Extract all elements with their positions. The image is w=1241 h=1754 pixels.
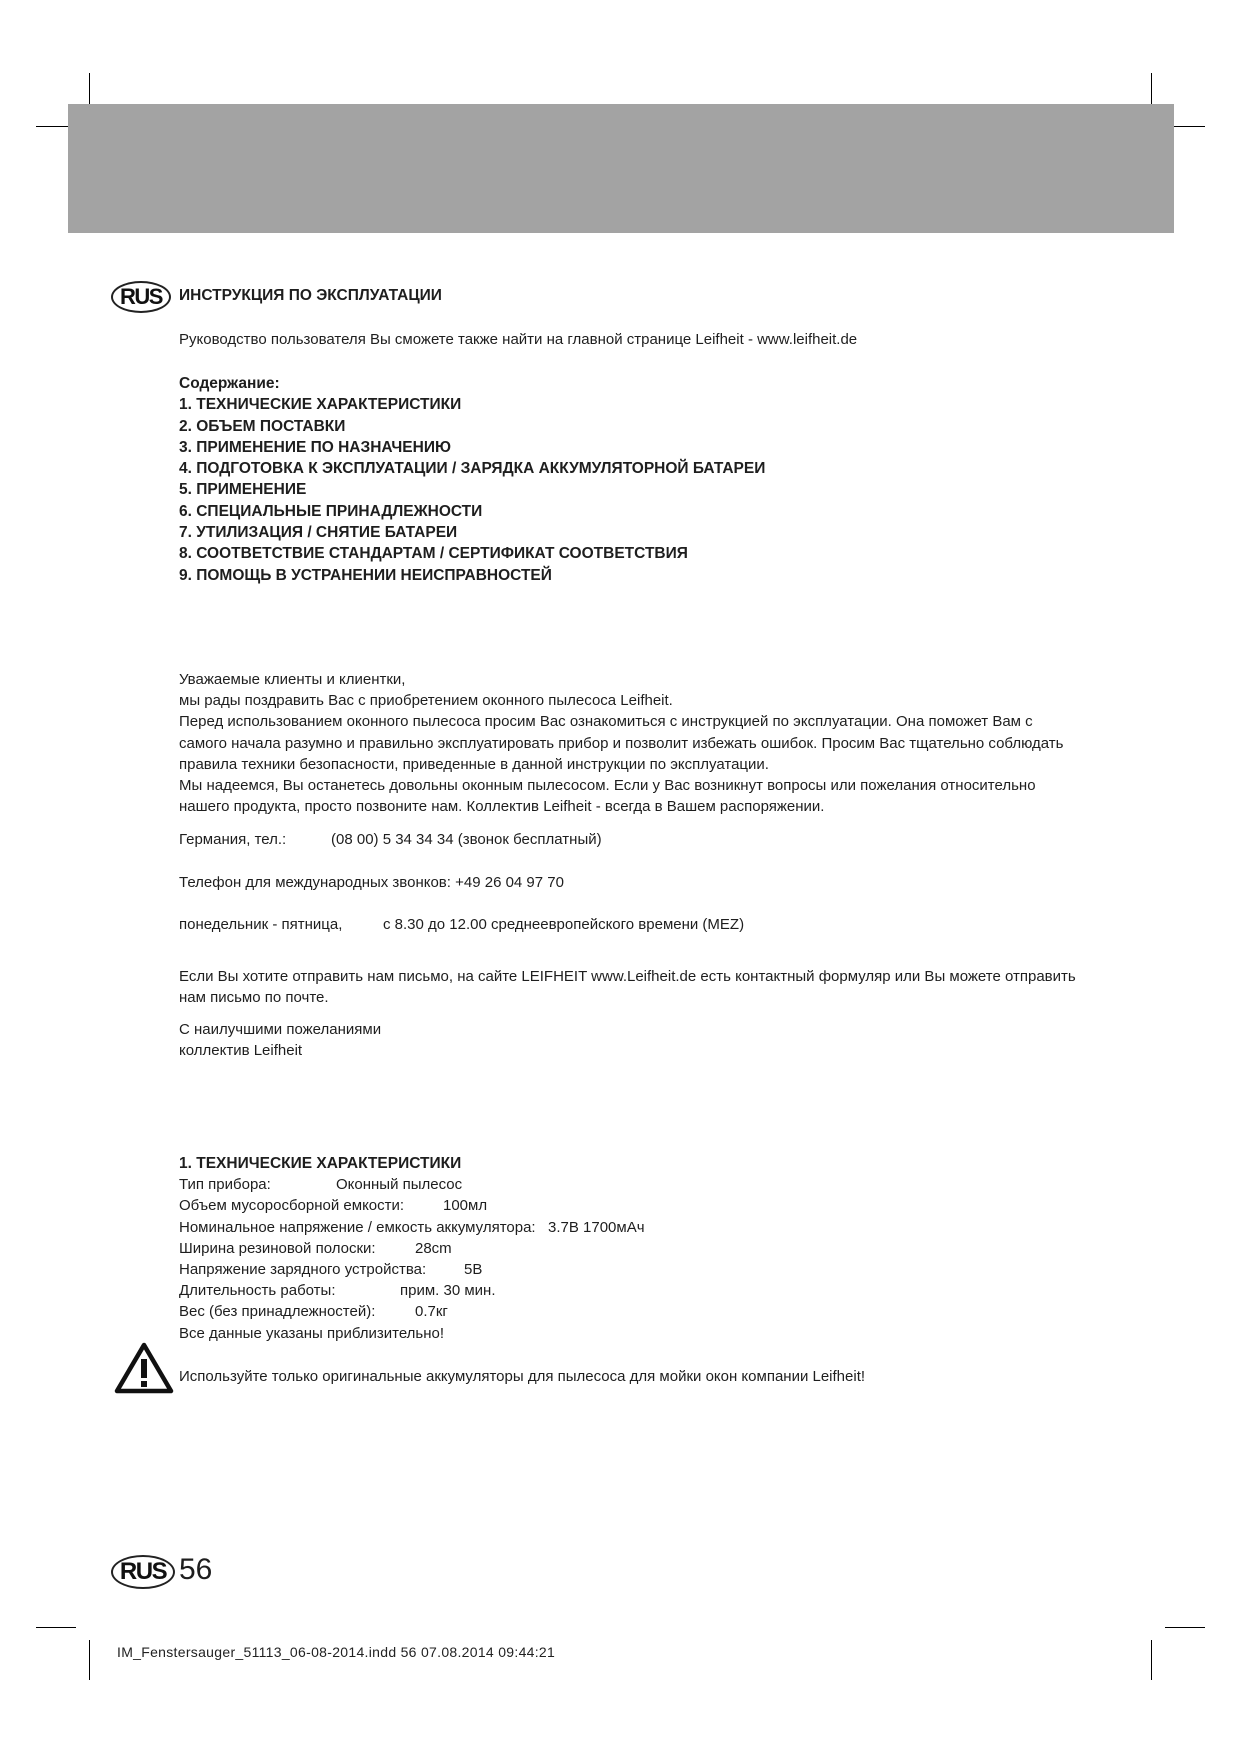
spec-value: 100мл: [443, 1197, 488, 1215]
letter-line: правила техники безопасности, приведенные в данной инструкции по эксплуатации.: [179, 755, 769, 773]
letter-line: Мы надеемся, Вы останетесь довольны оконным пылесосом. Если у Вас возникнут вопросы или пожелания относительно: [179, 777, 1036, 795]
spec-row: [179, 1195, 488, 1216]
greeting-letter: [179, 669, 1079, 817]
spec-value: 3.7В 1700мАч: [548, 1218, 645, 1236]
spec-value: прим. 30 мин.: [400, 1282, 496, 1300]
warning-icon: [114, 1342, 174, 1394]
letter-line: мы рады поздравить Вас с приобретением оконного пылесоса Leifheit.: [179, 692, 673, 710]
toc-item: 6. СПЕЦИАЛЬНЫЕ ПРИНАДЛЕЖНОСТИ: [179, 502, 483, 520]
letter-line: самого начала разумно и правильно эксплуатировать прибор и позволит избежать ошибок. Просим Вас тщательно соблюдать: [179, 734, 1064, 752]
spec-label: Тип прибора:: [179, 1176, 271, 1194]
spec-label: Вес (без принадлежностей):: [179, 1303, 376, 1321]
spec-label: Номинальное напряжение / емкость аккумулятора:: [179, 1218, 536, 1236]
warning-text: Используйте только оригинальные аккумуляторы для пылесоса для мойки окон компании Leifheit!: [179, 1368, 866, 1385]
spec-row: [179, 1238, 461, 1259]
toc-item: 1. ТЕХНИЧЕСКИЕ ХАРАКТЕРИСТИКИ: [179, 396, 462, 414]
spec-label: Объем мусоросборной емкости:: [179, 1197, 405, 1215]
page-title: ИНСТРУКЦИЯ ПО ЭКСПЛУАТАЦИИ: [179, 287, 442, 304]
toc-heading: Содержание:: [179, 375, 280, 392]
toc-item: 2. ОБЪЕМ ПОСТАВКИ: [179, 417, 346, 435]
spec-row: [179, 1280, 496, 1301]
hours-label: понедельник - пятница,: [179, 916, 343, 933]
toc-item: 9. ПОМОЩЬ В УСТРАНЕНИИ НЕИСПРАВНОСТЕЙ: [179, 566, 552, 584]
crop-mark-bottom-right-v: [1151, 1640, 1152, 1680]
letter-contact-line: Если Вы хотите отправить нам письмо, на сайте LEIFHEIT www.Leifheit.de есть контактный формуляр или Вы можете отправить: [179, 968, 1076, 985]
spec-label: Длительность работы:: [179, 1282, 336, 1300]
spec-row: [179, 1217, 645, 1238]
print-slug: IM_Fenstersauger_51113_06-08-2014.indd 56 07.08.2014 09:44:21: [117, 1644, 556, 1660]
table-of-contents: [179, 373, 765, 586]
hours-value: с 8.30 до 12.00 среднеевропейского времени (MEZ): [383, 916, 745, 933]
crop-mark-bottom-left-h: [36, 1627, 76, 1628]
spec-label: Напряжение зарядного устройства:: [179, 1260, 427, 1278]
spec-label: Ширина резиновой полоски:: [179, 1239, 376, 1257]
spec-value: 0.7кг: [415, 1303, 448, 1321]
toc-item: 8. СООТВЕТСТВИЕ СТАНДАРТАМ / СЕРТИФИКАТ СООТВЕТСТВИЯ: [179, 545, 688, 563]
letter-contact-line: нам письмо по почте.: [179, 989, 329, 1006]
page-number: 56: [179, 1553, 213, 1586]
language-badge: RUS: [111, 281, 171, 313]
header-band: [68, 104, 1174, 233]
page-language-badge: RUS: [111, 1555, 175, 1589]
crop-mark-bottom-left-v: [89, 1640, 90, 1680]
regards-line: С наилучшими пожеланиями: [179, 1021, 382, 1038]
spec-value: 28cm: [415, 1239, 452, 1257]
spec-value: Оконный пылесос: [336, 1176, 463, 1194]
letter-line: нашего продукта, просто позвоните нам. Коллектив Leifheit - всегда в Вашем распоряжении.: [179, 798, 825, 816]
letter-line: Уважаемые клиенты и клиентки,: [179, 671, 406, 688]
spec-value: 5В: [464, 1260, 483, 1278]
crop-mark-bottom-right-h: [1165, 1627, 1205, 1628]
toc-item: 5. ПРИМЕНЕНИЕ: [179, 481, 307, 499]
regards-line: коллектив Leifheit: [179, 1042, 303, 1059]
technical-specs: [179, 1153, 645, 1344]
international-phone: Телефон для международных звонков: +49 26 04 97 70: [179, 874, 564, 891]
spec-row: [179, 1174, 461, 1195]
toc-item: 4. ПОДГОТОВКА К ЭКСПЛУАТАЦИИ / ЗАРЯДКА АККУМУЛЯТОРНОЙ БАТАРЕИ: [179, 460, 766, 478]
toc-item: 3. ПРИМЕНЕНИЕ ПО НАЗНАЧЕНИЮ: [179, 438, 451, 456]
letter-line: Перед использованием оконного пылесоса просим Вас ознакомиться с инструкцией по эксплуатации. Она поможет Вам с: [179, 713, 1033, 731]
spec-row: [179, 1259, 483, 1280]
spec-row: [179, 1301, 461, 1322]
germany-phone-value: (08 00) 5 34 34 34 (звонок бесплатный): [331, 831, 602, 848]
specs-heading: 1. ТЕХНИЧЕСКИЕ ХАРАКТЕРИСТИКИ: [179, 1155, 462, 1172]
germany-phone-label: Германия, тел.:: [179, 831, 287, 848]
specs-note: Все данные указаны приблизительно!: [179, 1324, 445, 1342]
intro-text: Руководство пользователя Вы сможете также найти на главной странице Leifheit - www.leifheit.de: [179, 331, 858, 348]
toc-item: 7. УТИЛИЗАЦИЯ / СНЯТИЕ БАТАРЕИ: [179, 524, 458, 542]
